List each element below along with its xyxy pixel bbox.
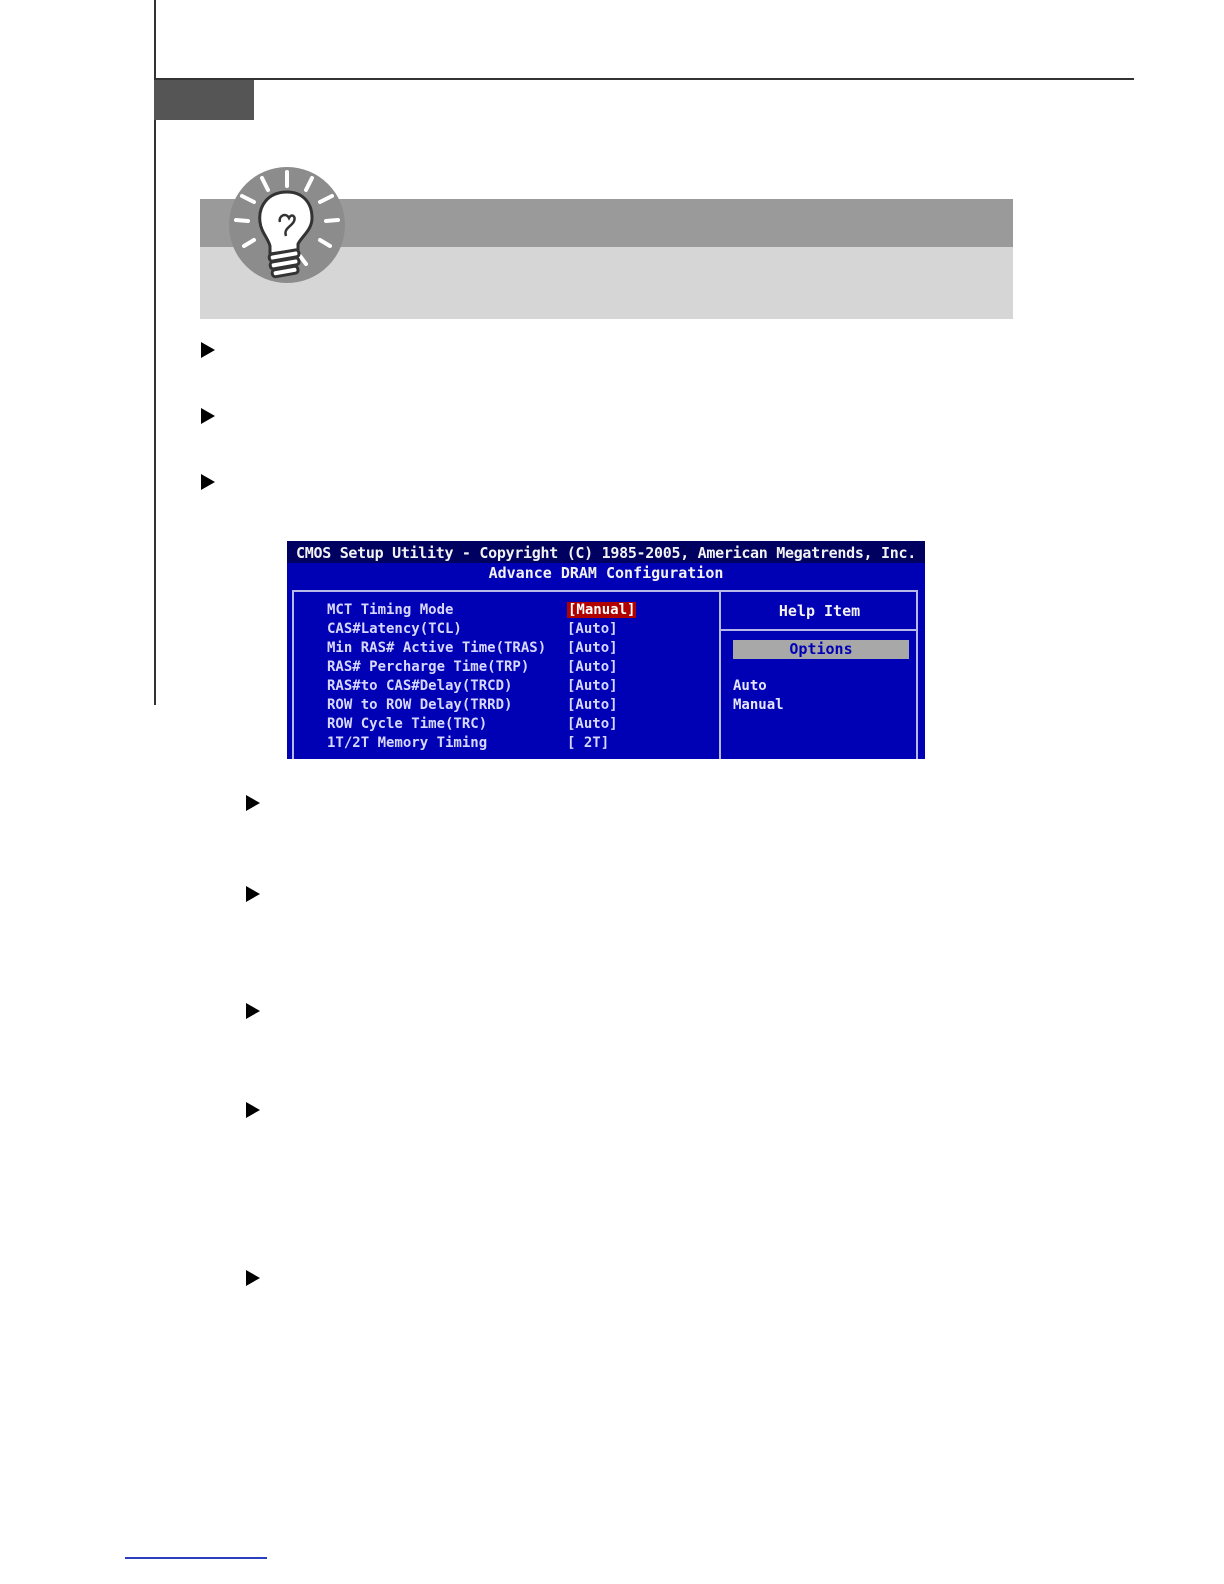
triangle-arrow-icon [201,474,215,490]
header-rule [154,78,1134,80]
bios-subtitle: Advance DRAM Configuration [488,564,724,582]
setting-label[interactable]: Min RAS# Active Time(TRAS) [327,640,547,656]
lightbulb-icon [226,164,348,286]
options-header: Options [733,640,909,659]
footer-rule [125,1557,267,1559]
setting-label[interactable]: ROW to ROW Delay(TRRD) [327,697,513,713]
setting-label[interactable]: 1T/2T Memory Timing [327,735,488,751]
setting-value[interactable]: [Auto] [567,659,618,675]
help-divider [721,629,918,631]
triangle-arrow-icon [246,1270,260,1286]
triangle-arrow-icon [201,408,215,424]
setting-value[interactable]: [Auto] [567,621,618,637]
chapter-tab [154,80,254,120]
triangle-arrow-icon [246,1102,260,1118]
setting-value[interactable]: [Auto] [567,678,618,694]
setting-value[interactable]: [Auto] [567,697,618,713]
setting-value[interactable]: [Auto] [567,716,618,732]
setting-label[interactable]: RAS#to CAS#Delay(TRCD) [327,678,513,694]
setting-label[interactable]: ROW Cycle Time(TRC) [327,716,488,732]
setting-value[interactable]: [Auto] [567,640,618,656]
setting-label[interactable]: RAS# Percharge Time(TRP) [327,659,530,675]
setting-label[interactable]: CAS#Latency(TCL) [327,621,462,637]
option-item[interactable]: Auto [733,678,767,694]
setting-value-selected[interactable]: [Manual] [568,602,636,618]
setting-value[interactable]: [ 2T] [567,735,610,751]
help-item-title: Help Item [778,602,861,620]
option-item[interactable]: Manual [733,697,784,713]
triangle-arrow-icon [201,342,215,358]
triangle-arrow-icon [246,1003,260,1019]
triangle-arrow-icon [246,795,260,811]
bios-title: CMOS Setup Utility - Copyright (C) 1985-2005, American Megatrends, Inc. [296,544,916,562]
setting-label[interactable]: MCT Timing Mode [327,602,454,618]
bios-screenshot [287,541,925,759]
triangle-arrow-icon [246,886,260,902]
